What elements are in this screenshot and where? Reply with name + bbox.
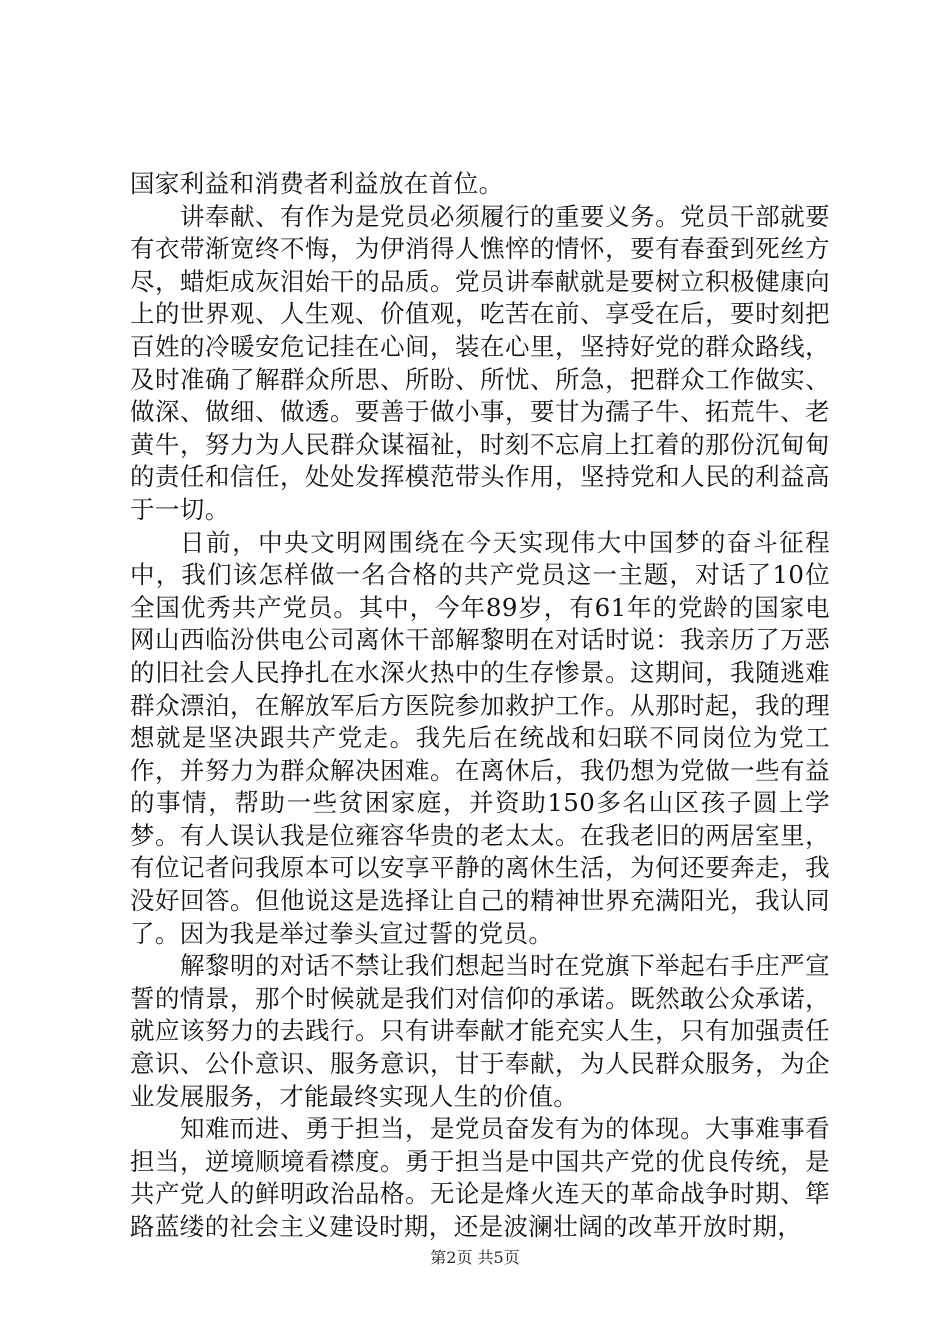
paragraph-1: 国家利益和消费者利益放在首位。 — [130, 169, 504, 198]
paragraph-5: 知难而进、勇于担当，是党员奋发有为的体现。大事难事看担当，逆境顺境看襟度。勇于担当是中国共产党的优良传统，是共产党人的鲜明政治品格。无论是烽火连天的革命战争时期、筚路蓝缕的社会主义建设时期，还是波澜壮阔的改革开放时期， — [130, 1114, 830, 1241]
page-number-label: 第2页 共5页 — [430, 1248, 520, 1267]
paragraph-2: 讲奉献、有作为是党员必须履行的重要义务。党员干部就要有衣带渐宽终不悔，为伊消得人憔悴的情怀，要有春蚕到死丝方尽，蜡炬成灰泪始干的品质。党员讲奉献就是要树立积极健康向上的世界观、人生观、价值观，吃苦在前、享受在后，要时刻把百姓的冷暖安危记挂在心间，装在心里，坚持好党的群众路线，及时准确了解群众所思、所盼、所忧、所急，把群众工作做实、做深、做细、做透。要善于做小事，要甘为孺子牛、拓荒牛、老黄牛，努力为人民群众谋福祉，时刻不忘肩上扛着的那份沉甸甸的责任和信任，处处发挥模范带头作用，坚持党和人民的利益高于一切。 — [130, 201, 830, 524]
paragraph-3: 日前，中央文明网围绕在今天实现伟大中国梦的奋斗征程中，我们该怎样做一名合格的共产党员这一主题，对话了10位全国优秀共产党员。其中，今年89岁，有61年的党龄的国家电网山西临汾供电公司离休干部解黎明在对话时说：我亲历了万恶的旧社会人民挣扎在水深火热中的生存惨景。这期间，我随逃难群众漂泊，在解放军后方医院参加救护工作。从那时起，我的理想就是坚决跟共产党走。我先后在统战和妇联不同岗位为党工作，并努力为群众解决困难。在离休后，我仍想为党做一些有益的事情，帮助一些贫困家庭，并资助150多名山区孩子圆上学梦。有人误认我是位雍容华贵的老太太。在我老旧的两居室里，有位记者问我原本可以安享平静的离休生活，为何还要奔走，我没好回答。但他说这是选择让自己的精神世界充满阳光，我认同了。因为我是举过拳头宣过誓的党员。 — [130, 527, 830, 948]
document-body — [130, 168, 830, 1244]
page-footer — [0, 1245, 950, 1268]
paragraph-4: 解黎明的对话不禁让我们想起当时在党旗下举起右手庄严宣誓的情景，那个时候就是我们对信仰的承诺。既然敢公众承诺，就应该努力的去践行。只有讲奉献才能充实人生，只有加强责任意识、公仆意识、服务意识，甘于奉献，为人民群众服务，为企业发展服务，才能最终实现人生的价值。 — [130, 951, 830, 1111]
